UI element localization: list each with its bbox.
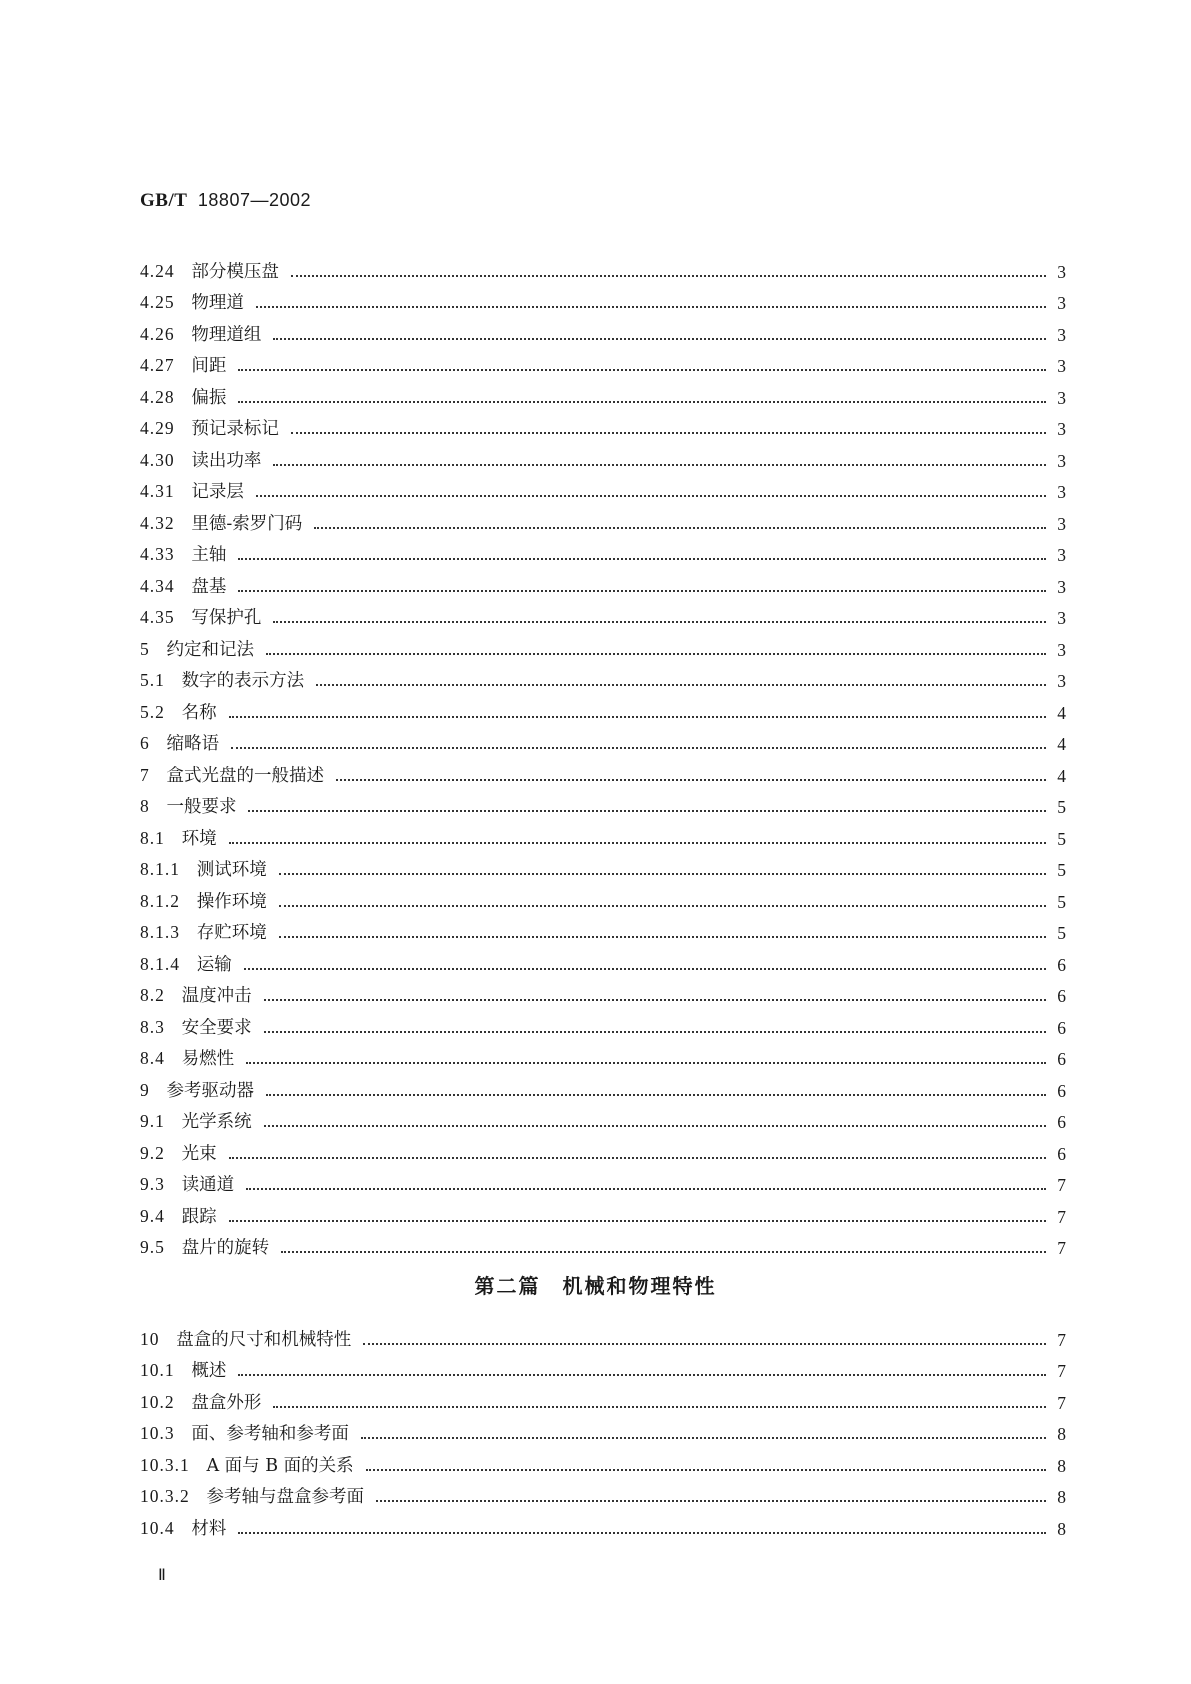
toc-entry-number: 8.3 [140,1016,165,1037]
toc-leader-dots [316,684,1046,686]
toc-entry-number: 10.2 [140,1391,175,1412]
toc-entry-label [140,513,302,534]
toc-entry-title: 读通道 [181,1175,235,1195]
toc-entry-title: 盒式光盘的一般描述 [166,765,324,786]
toc-entry-title: 易燃性 [181,1049,235,1069]
toc-entry-page: 3 [1057,261,1066,282]
toc-entry[interactable] [140,1164,1066,1196]
toc-entry-page: 8 [1057,1455,1066,1476]
toc-entry-number: 10.3 [140,1423,175,1443]
toc-entry-number: 4.29 [140,418,175,438]
toc-entry-label [140,261,279,282]
toc-entry-title: 温度冲击 [181,986,252,1006]
toc-entry-number: 9.1 [140,1111,165,1131]
toc-leader-dots [238,1374,1046,1376]
toc-leader-dots [238,401,1046,403]
toc-leader-dots [279,905,1046,907]
toc-entry-number: 4.26 [140,323,175,344]
toc-entry-page: 8 [1057,1424,1066,1444]
toc-entry[interactable] [140,849,1066,881]
toc-leader-dots [279,936,1046,938]
toc-entry-label [140,450,261,471]
toc-entry-page: 6 [1057,1112,1066,1132]
toc-entry[interactable] [140,943,1066,975]
toc-entry-label [140,481,244,502]
toc-entry-number: 5.1 [140,670,165,690]
toc-entry-title: 预记录标记 [191,419,279,439]
toc-entry-number: 10 [140,1328,160,1349]
toc-entry[interactable] [140,786,1066,818]
standard-number: 18807—2002 [197,190,312,210]
toc-entry[interactable] [140,912,1066,944]
toc-entry[interactable] [140,1350,1066,1382]
toc-entry[interactable] [140,880,1066,912]
toc-entry-title: 部分模压盘 [191,261,279,282]
toc-entry-page: 3 [1057,639,1066,660]
toc-entry-label [140,796,236,817]
toc-entry-title: 里德-索罗门码 [191,513,303,534]
toc-entry-title: 存贮环境 [196,923,267,943]
toc-entry-page: 4 [1057,702,1066,723]
toc-entry-title: 运输 [196,954,232,975]
toc-entry-label [140,1206,217,1227]
page-number: Ⅱ [158,1567,166,1584]
toc-entry-number: 9 [140,1079,150,1100]
toc-entry-page: 6 [1057,1143,1066,1164]
toc-entry-page: 7 [1057,1238,1066,1258]
toc-entry-title: 偏振 [191,387,227,408]
toc-entry-number: 8.1 [140,827,165,848]
toc-entry-label [140,387,226,408]
toc-entry-page: 5 [1057,923,1066,943]
toc-leader-dots [231,747,1046,749]
toc-entry-title: 盘盒的尺寸和机械特性 [176,1329,352,1350]
toc-entry-number: 9.4 [140,1205,165,1226]
toc-entry-title: 读出功率 [191,450,262,471]
toc-entry[interactable] [140,1476,1066,1508]
toc-entry-number: 4.28 [140,386,175,407]
toc-entry-title: 环境 [181,828,217,849]
toc-entry-label [140,1518,226,1539]
toc-entry-page: 5 [1057,860,1066,880]
toc-entry-title: 测试环境 [196,860,267,880]
toc-entry-label [140,985,252,1006]
toc-leader-dots [238,369,1046,371]
toc-entry-page: 7 [1057,1206,1066,1227]
document-header [140,190,311,212]
toc-entry[interactable] [140,1006,1066,1038]
toc-entry-page: 3 [1057,293,1066,313]
toc-entry[interactable] [140,597,1066,629]
toc-entry[interactable] [140,282,1066,314]
toc-entry-number: 9.3 [140,1174,165,1194]
toc-entry-page: 3 [1057,482,1066,502]
toc-entry[interactable] [140,1413,1066,1445]
toc-entry[interactable] [140,1195,1066,1227]
toc-leader-dots [229,842,1046,844]
toc-entry-number: 8.4 [140,1048,165,1068]
toc-entry-page: 6 [1057,1017,1066,1038]
toc-entry[interactable] [140,439,1066,471]
toc-leader-dots [264,1031,1046,1033]
toc-entry-page: 6 [1057,1080,1066,1101]
toc-entry-number: 8.1.2 [140,890,180,911]
toc-entry-title: 参考驱动器 [166,1080,254,1101]
toc-entry[interactable] [140,1318,1066,1350]
toc-leader-dots [246,1188,1046,1190]
toc-entry-number: 4.32 [140,512,175,533]
toc-entry-label [140,670,304,691]
toc-entry[interactable] [140,817,1066,849]
toc-entry-label [140,1080,254,1101]
toc-entry-page: 6 [1057,986,1066,1006]
toc-entry-title: 写保护孔 [191,608,262,628]
toc-entry-number: 9.5 [140,1237,165,1257]
toc-entry-number: 10.1 [140,1360,175,1380]
toc-entry[interactable] [140,313,1066,345]
toc-entry-page: 8 [1057,1518,1066,1539]
toc-entry[interactable] [140,250,1066,282]
toc-leader-dots [291,275,1046,277]
toc-entry-label [140,1017,252,1038]
toc-entry-number: 8 [140,796,150,816]
toc-entry-label [140,702,217,723]
toc-entry-title: 盘基 [191,576,227,597]
toc-leader-dots [363,1343,1046,1345]
toc-leader-dots [273,338,1046,340]
toc-entry-number: 4.30 [140,449,175,470]
toc-entry[interactable] [140,1069,1066,1101]
toc-entry-number: 4.34 [140,575,175,596]
toc-leader-dots [238,590,1046,592]
section-heading: 第二篇 机械和物理特性 [474,1274,717,1298]
toc-entry-number: 4.24 [140,260,175,281]
toc-leader-dots [264,999,1046,1001]
toc-entry-number: 8.2 [140,985,165,1005]
toc-entry-title: 材料 [191,1518,227,1539]
toc-entry[interactable] [140,502,1066,534]
toc-entry-page: 3 [1057,671,1066,691]
toc-entry-page: 6 [1057,954,1066,975]
toc-leader-dots [246,1062,1046,1064]
toc-entry[interactable] [140,1507,1066,1539]
toc-entry-title: 物理道组 [191,324,262,345]
toc-leader-dots [273,621,1046,623]
toc-leader-dots [273,1406,1046,1408]
toc-entry-label [140,292,244,313]
toc-entry-label [140,1048,234,1069]
toc-entry[interactable] [140,754,1066,786]
toc-leader-dots [281,1251,1046,1253]
toc-entry[interactable] [140,1444,1066,1476]
toc-entry-label [140,733,219,754]
toc-entry[interactable] [140,345,1066,377]
toc-leader-dots [376,1500,1046,1502]
toc-entry[interactable] [140,1381,1066,1413]
toc-entry-label [140,324,261,345]
toc-list-part1 [140,250,1066,1258]
toc-entry-label [140,891,267,912]
toc-entry-label [140,1360,226,1381]
toc-entry-page: 7 [1057,1361,1066,1381]
toc-entry-number: 8.1.4 [140,953,180,974]
toc-leader-dots [291,432,1046,434]
toc-entry-number: 10.3.2 [140,1486,190,1506]
toc-entry-label [140,418,279,439]
toc-entry-page: 3 [1057,576,1066,597]
toc-entry-label [140,1486,364,1507]
toc-entry[interactable] [140,1132,1066,1164]
toc-entry-page: 7 [1057,1175,1066,1195]
toc-entry-title: 记录层 [191,482,244,502]
toc-leader-dots [279,873,1046,875]
toc-leader-dots [238,558,1046,560]
toc-entry-title: 安全要求 [181,1017,252,1038]
toc-entry-number: 6 [140,733,150,753]
toc-entry-page: 3 [1057,545,1066,565]
toc-entry-number: 5.2 [140,701,165,722]
toc-entry-title: 名称 [181,702,217,723]
toc-entry-title: 光束 [181,1143,217,1164]
toc-entry-label [140,639,254,660]
toc-leader-dots [273,464,1046,466]
toc-entry-page: 5 [1057,828,1066,849]
toc-entry[interactable] [140,691,1066,723]
toc-entry-page: 3 [1057,450,1066,471]
toc-entry-label [140,1143,217,1164]
toc-entry-label [140,859,267,880]
toc-entry-page: 5 [1057,797,1066,817]
toc-entry-label [140,1174,234,1195]
toc-leader-dots [256,306,1046,308]
toc-entry-number: 4.35 [140,607,175,627]
toc-leader-dots [229,716,1046,718]
toc-entry-page: 3 [1057,608,1066,628]
standard-code: GB/T [140,190,188,211]
toc-entry[interactable] [140,628,1066,660]
toc-entry-title: 概述 [191,1361,227,1381]
toc-entry[interactable] [140,565,1066,597]
toc-entry-label [140,1392,261,1413]
toc-entry-number: 8.1.1 [140,859,180,879]
toc-entry-page: 4 [1057,765,1066,786]
toc-entry[interactable] [140,1227,1066,1259]
toc-entry-number: 8.1.3 [140,922,180,942]
toc-entry-title: A 面与 B 面的关系 [206,1455,354,1476]
toc-entry-number: 4.27 [140,355,175,375]
toc-entry-page: 6 [1057,1049,1066,1069]
toc-entry[interactable] [140,471,1066,503]
toc-entry-page: 4 [1057,734,1066,754]
toc-entry-number: 9.2 [140,1142,165,1163]
toc-entry[interactable] [140,975,1066,1007]
toc-leader-dots [266,653,1046,655]
toc-entry-number: 5 [140,638,150,659]
toc-entry-label [140,544,226,565]
toc-leader-dots [244,968,1046,970]
toc-entry-label [140,954,232,975]
toc-entry-number: 10.3.1 [140,1454,190,1475]
toc-entry-number: 7 [140,764,150,785]
toc-entry-label [140,765,324,786]
toc-entry-page: 3 [1057,513,1066,534]
toc-leader-dots [264,1125,1046,1127]
toc-entry-title: 光学系统 [181,1112,252,1132]
toc-entry-page: 7 [1057,1392,1066,1413]
toc-entry[interactable] [140,376,1066,408]
toc-list-part2 [140,1318,1066,1539]
toc-leader-dots [256,495,1046,497]
toc-entry[interactable] [140,660,1066,692]
toc-leader-dots [361,1437,1046,1439]
toc-entry-label [140,922,267,943]
toc-entry-number: 4.31 [140,481,175,501]
toc-entry-title: 缩略语 [166,734,219,754]
toc-leader-dots [336,779,1046,781]
toc-entry-label [140,1111,252,1132]
toc-entry-label [140,828,217,849]
toc-entry[interactable] [140,723,1066,755]
toc-entry-title: 盘盒外形 [191,1392,262,1413]
toc-leader-dots [229,1220,1046,1222]
toc-entry-title: 数字的表示方法 [181,671,305,691]
toc-entry-label [140,1329,351,1350]
toc-entry[interactable] [140,408,1066,440]
toc-entry-number: 10.4 [140,1517,175,1538]
toc-entry-page: 5 [1057,891,1066,912]
toc-entry-title: 间距 [191,356,227,376]
toc-entry-page: 3 [1057,419,1066,439]
toc-entry-page: 7 [1057,1329,1066,1350]
toc-entry-title: 操作环境 [196,891,267,912]
toc-entry-title: 面、参考轴和参考面 [191,1424,349,1444]
toc-leader-dots [248,810,1046,812]
toc-entry-label [140,1423,349,1444]
toc-entry-title: 盘片的旋转 [181,1238,270,1258]
toc-entry-label [140,1237,269,1258]
toc-entry-label [140,576,226,597]
toc-entry-label [140,1455,354,1476]
toc-entry-number: 4.25 [140,292,175,312]
toc-leader-dots [314,527,1046,529]
toc-entry-label [140,355,226,376]
toc-entry-title: 参考轴与盘盒参考面 [206,1487,364,1507]
toc-entry[interactable] [140,534,1066,566]
toc-entry-title: 一般要求 [166,797,237,817]
toc-entry-title: 主轴 [191,545,227,565]
toc-entry-label [140,607,261,628]
toc-entry-title: 跟踪 [181,1206,217,1227]
toc-entry-page: 3 [1057,356,1066,376]
toc-entry-title: 约定和记法 [166,639,254,660]
toc-entry-title: 物理道 [191,293,244,313]
toc-leader-dots [238,1532,1046,1534]
toc-leader-dots [266,1094,1046,1096]
toc-entry-page: 3 [1057,387,1066,408]
toc-leader-dots [366,1469,1046,1471]
toc-leader-dots [229,1157,1046,1159]
toc-entry[interactable] [140,1101,1066,1133]
toc-entry-page: 3 [1057,324,1066,345]
toc-entry[interactable] [140,1038,1066,1070]
toc-entry-number: 4.33 [140,544,175,564]
toc-entry-page: 8 [1057,1487,1066,1507]
